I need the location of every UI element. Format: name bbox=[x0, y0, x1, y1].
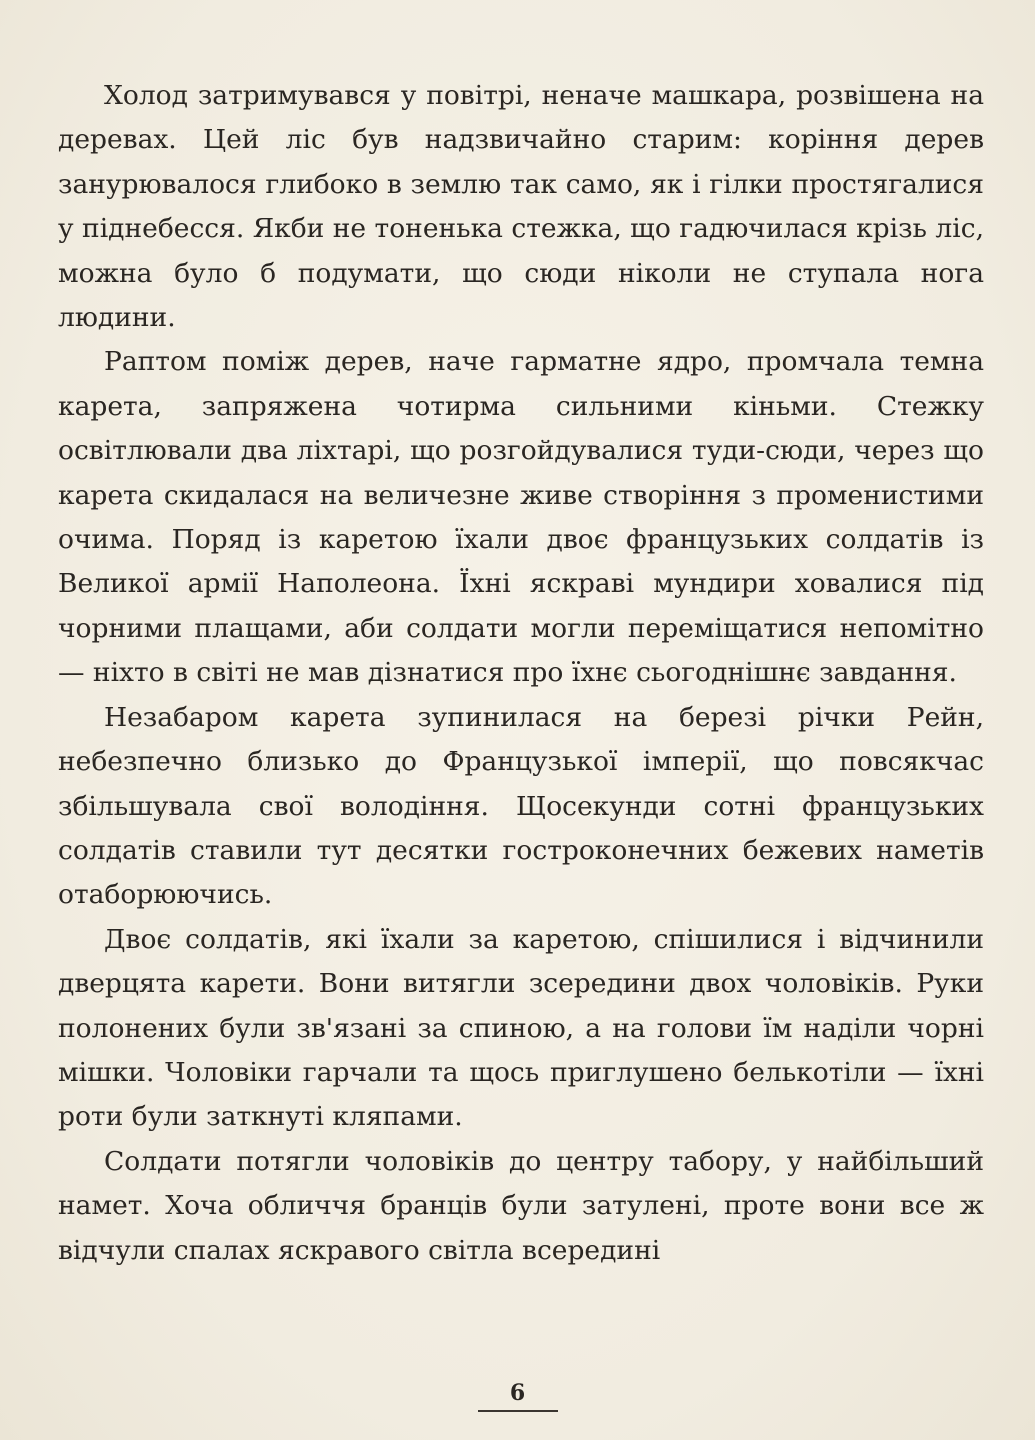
paragraph-3: Незабаром карета зупинилася на березі річки Рейн, небезпечно близько до Французької імперії, що повсякчас збільшувала свої володіння. Щосекунди сотні французьких солдатів ставили тут десятки гостроконечних бежевих наметів отаборюючись. bbox=[58, 701, 984, 911]
paragraph-1: Холод затримувався у повітрі, неначе машкара, розвішена на деревах. Цей ліс був надзвичайно старим: коріння дерев занурювалося глибоко в землю так само, як і гілки простягалися у піднебесся. Якби не тоненька стежка, що гадючилася крізь ліс, можна було б подумати, що сюди ніколи не ступала нога людини. bbox=[58, 80, 984, 334]
page-number-rule bbox=[478, 1410, 558, 1412]
paragraph-4: Двоє солдатів, які їхали за каретою, спішилися і відчинили дверцята карети. Вони витягли зсередини двох чоловіків. Руки полонених були зв'язані за спиною, а на голови їм наділи чорні мішки. Чоловіки гарчали та щось приглушено белькотіли — їхні роти були заткнуті кляпами. bbox=[58, 923, 984, 1133]
page-number: 6 bbox=[509, 1380, 526, 1406]
paragraph-5: Солдати потягли чоловіків до центру табору, у найбільший намет. Хоча обличчя бранців були затулені, проте вони все ж відчули спалах яскравого світла всередині bbox=[58, 1145, 984, 1266]
body-text bbox=[58, 74, 984, 1273]
paragraph-2: Раптом поміж дерев, наче гарматне ядро, промчала темна карета, запряжена чотирма сильними кіньми. Стежку освітлювали два ліхтарі, що розгойдувалися туди-сюди, через що карета скидалася на величезне живе створіння з променистими очима. Поряд із каретою їхали двоє французьких солдатів із Великої армії Наполеона. Їхні яскраві мундири ховалися під чорними плащами, аби солдати могли переміщатися непомітно — ніхто в світі не мав дізнатися про їхнє сьогоднішнє завдання. bbox=[58, 346, 984, 689]
